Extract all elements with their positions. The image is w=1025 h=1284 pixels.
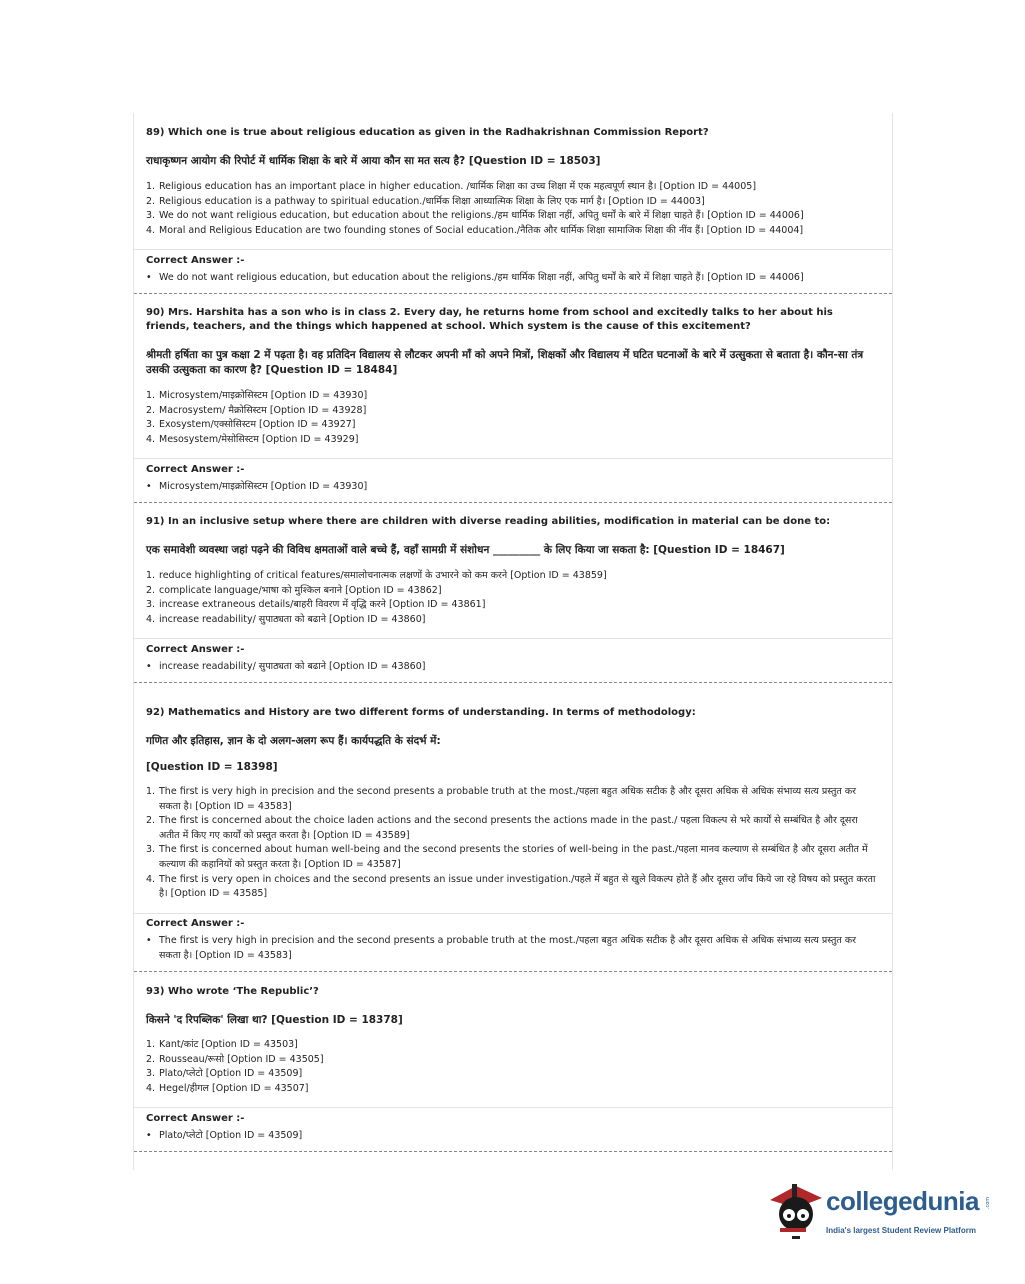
brand-name: collegedunia	[826, 1186, 979, 1216]
option-item: 1. The first is very high in precision and the second presents a probable truth at the most./पहला बहुत अधिक सटीक है और दूसरा अधिक से अधिक संभाव्य सत्य प्रस्तुत कर सकता है। [Option ID = 43583]	[146, 786, 857, 812]
divider	[134, 1107, 892, 1108]
question-hindi: गणित और इतिहास, ज्ञान के दो अलग-अलग रूप हैं। कार्यपद्धति के संदर्भ में:	[146, 735, 441, 747]
options-list	[146, 569, 878, 627]
option-item: 3. We do not want religious education, but education about the religions./हम धार्मिक शिक्षा नहीं, अपितु धर्मों के बारे में शिक्षा चाहते हैं। [Option ID = 44006]	[146, 210, 804, 222]
correct-answer-label: Correct Answer :-	[146, 464, 245, 475]
option-item: 3. Exosystem/एक्सोसिस्टम [Option ID = 43927]	[146, 419, 356, 431]
correct-answer: • Plato/प्लेटो [Option ID = 43509]	[146, 1130, 303, 1141]
correct-answer-label: Correct Answer :-	[146, 918, 245, 929]
correct-answer: • The first is very high in precision and the second presents a probable truth at the most./पहला बहुत अधिक सटीक है और दूसरा अधिक से अधिक संभाव्य सत्य प्रस्तुत कर सकता है। [Option ID = 43583]	[146, 935, 857, 961]
question-separator	[134, 1151, 892, 1152]
option-item: 2. Rousseau/रूसो [Option ID = 43505]	[146, 1053, 324, 1065]
option-item: 3. Plato/प्लेटो [Option ID = 43509]	[146, 1068, 303, 1080]
question-separator	[134, 293, 892, 294]
question-paper	[133, 113, 893, 1170]
option-item: 4. The first is very open in choices and the second presents an issue under investigation./पहले में बहुत से खुले विकल्प होते हैं और दूसरा जाँच किये जा रहे विषय को प्रस्तुत करता है। [Option ID = 43585]	[146, 873, 876, 900]
divider	[134, 913, 892, 914]
divider	[134, 249, 892, 250]
question-title: 92) Mathematics and History are two different forms of understanding. In terms of methodology:	[146, 707, 696, 718]
option-item: 1. Religious education has an important place in higher education. /धार्मिक शिक्षा का उच्च शिक्षा में एक महत्वपूर्ण स्थान है। [Option ID = 44005]	[146, 181, 757, 192]
question-title: 89) Which one is true about religious education as given in the Radhakrishnan Commission Report?	[146, 127, 709, 138]
mascot-icon	[766, 1178, 824, 1244]
options-list	[146, 785, 878, 902]
question-separator	[134, 682, 892, 683]
question-separator	[134, 971, 892, 972]
divider	[134, 458, 892, 459]
question-title: 90) Mrs. Harshita has a son who is in class 2. Every day, he returns home from school and excitedly talks to her about his friends, teachers, and the things which happened at school. Which system is the cause of this excitement?	[146, 307, 833, 332]
option-item: 2. Macrosystem/ मैक्रोसिस्टम [Option ID = 43928]	[146, 404, 367, 416]
option-item: 3. The first is concerned about human well-being and the second presents the stories of well-being in the past./पहला मानव कल्याण से सम्बंधित है और दूसरा अतीत में कल्याण की कहानियों को प्रस्तुत करता है। [Option ID = 43587]	[146, 844, 868, 870]
option-item: 1. Kant/कांट [Option ID = 43503]	[146, 1039, 298, 1050]
option-item: 4. Moral and Religious Education are two founding stones of Social education./नैतिक और धार्मिक शिक्षा सामाजिक शिक्षा की नींव हैं। [Option ID = 44004]	[146, 224, 804, 236]
option-item: 1. Microsystem/माइक्रोसिस्टम [Option ID = 43930]	[146, 390, 368, 401]
correct-answer-label: Correct Answer :-	[146, 644, 245, 655]
question-hindi: एक समावेशी व्यवस्था जहां पढ़ने की विविध क्षमताओं वाले बच्चे हैं, वहाँ सामग्री में संशोधन _________ के लिए किया जा सकता है: [Question ID = 18467]	[146, 544, 785, 556]
option-item: 4. increase readability/ सुपाठ्यता को बढाने [Option ID = 43860]	[146, 613, 426, 625]
option-item: 1. reduce highlighting of critical features/समालोचनात्मक लक्षणों के उभारने को कम करने [Option ID = 43859]	[146, 570, 607, 581]
option-item: 4. Hegel/हीगल [Option ID = 43507]	[146, 1082, 309, 1094]
option-item: 2. complicate language/भाषा को मुश्किल बनाने [Option ID = 43862]	[146, 584, 442, 596]
question-hindi: श्रीमती हर्षिता का पुत्र कक्षा 2 में पढ़ता है। वह प्रतिदिन विद्यालय से लौटकर अपनी माँ को अपने मित्रों, शिक्षकों और विद्यालय में घटित घटनाओं के बारे में उत्सुकता से बताता है। कौन-सा तंत्र उसकी उत्सुकता का कारण है? [Question ID = 18484]	[146, 349, 864, 376]
option-item: 2. Religious education is a pathway to spiritual education./धार्मिक शिक्षा आध्यात्मिक शिक्षा के लिए एक मार्ग है। [Option ID = 44003]	[146, 195, 705, 207]
options-list	[146, 180, 878, 238]
correct-answer: • increase readability/ सुपाठ्यता को बढाने [Option ID = 43860]	[146, 661, 426, 672]
correct-answer: • We do not want religious education, but education about the religions./हम धार्मिक शिक्षा नहीं, अपितु धर्मों के बारे में शिक्षा चाहते हैं। [Option ID = 44006]	[146, 272, 804, 283]
option-item: 4. Mesosystem/मेसोसिस्टम [Option ID = 43929]	[146, 433, 359, 445]
option-item: 2. The first is concerned about the choice laden actions and the second presents the actions made in the past./ पहला विकल्प से भरे कार्यों से सम्बंधित है और दूसरा अतीत में किए गए कार्यों को प्रस्तुत करता है। [Option ID = 43589]	[146, 815, 858, 841]
divider	[134, 638, 892, 639]
correct-answer: • Microsystem/माइक्रोसिस्टम [Option ID = 43930]	[146, 481, 368, 492]
collegedunia-logo[interactable]	[766, 1178, 996, 1244]
question-id: [Question ID = 18398]	[146, 761, 278, 773]
question-separator	[134, 502, 892, 503]
question-title: 91) In an inclusive setup where there are children with diverse reading abilities, modification in material can be done to:	[146, 516, 831, 527]
question-hindi: राधाकृष्णन आयोग की रिपोर्ट में धार्मिक शिक्षा के बारे में आया कौन सा मत सत्य है? [Question ID = 18503]	[146, 155, 601, 167]
brand-suffix: .com	[985, 1196, 992, 1210]
correct-answer-label: Correct Answer :-	[146, 1113, 245, 1124]
options-list	[146, 1038, 878, 1096]
option-item: 3. increase extraneous details/बाहरी विवरण में वृद्धि करने [Option ID = 43861]	[146, 599, 486, 611]
correct-answer-label: Correct Answer :-	[146, 255, 245, 266]
brand-tagline: India's largest Student Review Platform	[826, 1226, 976, 1235]
options-list	[146, 389, 878, 447]
question-title: 93) Who wrote ‘The Republic’?	[146, 986, 319, 997]
question-hindi: किसने 'द रिपब्लिक' लिखा था? [Question ID = 18378]	[146, 1014, 403, 1026]
